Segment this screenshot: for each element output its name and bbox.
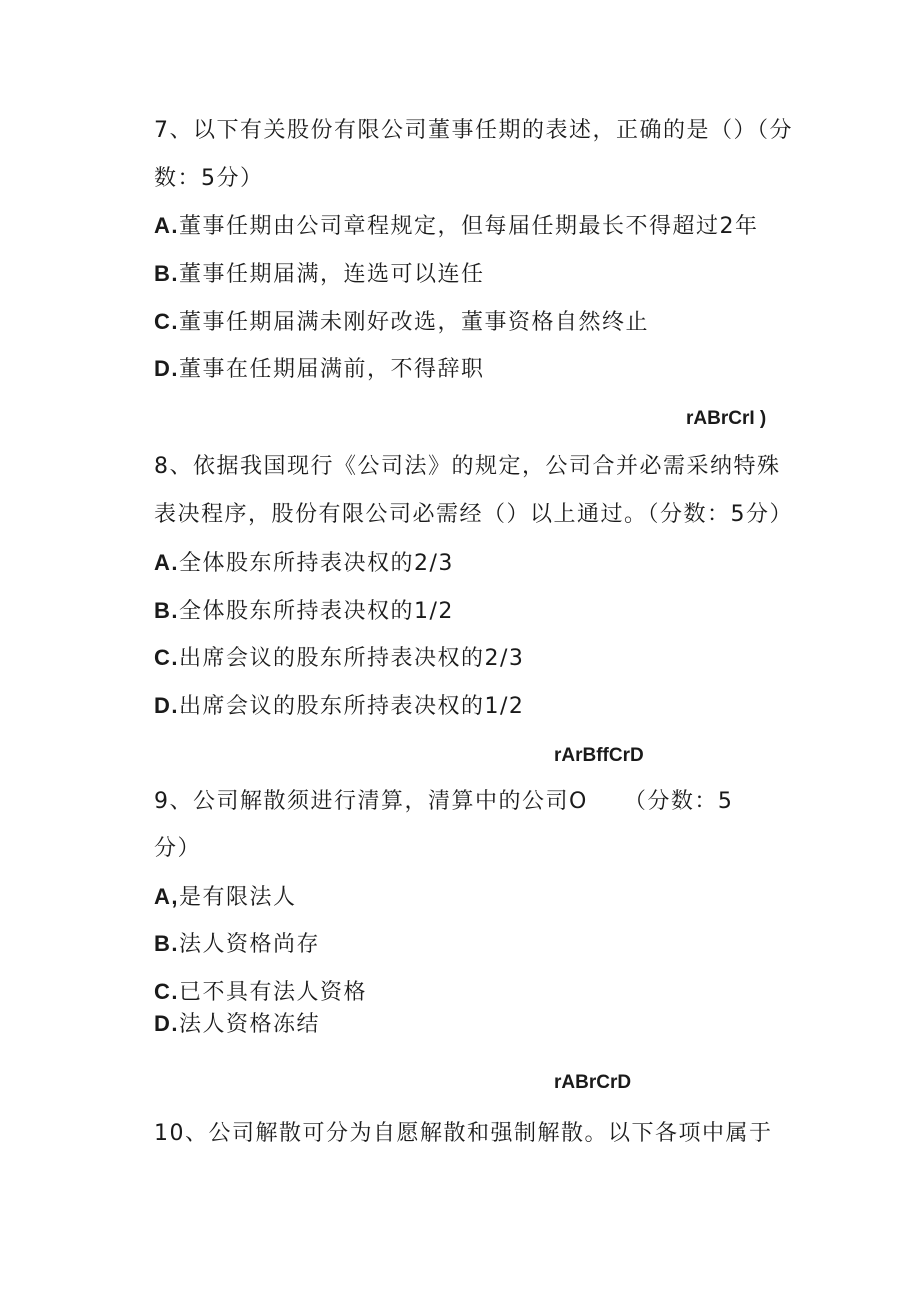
- question-9-option-a: [154, 882, 297, 913]
- question-8-option-a: [154, 548, 454, 579]
- question-7-option-a: [154, 211, 759, 242]
- option-text: 是有限法人: [179, 885, 297, 910]
- question-8-stem-line-1: 8、依据我国现行《公司法》的规定，公司合并必需采纳特殊: [154, 454, 781, 479]
- question-7-option-c: [154, 307, 649, 338]
- question-9-option-d: [154, 1009, 320, 1040]
- option-label: A.: [154, 213, 179, 238]
- question-9-stem-line-1: 9、公司解散须进行清算，清算中的公司O （分数：5: [154, 789, 734, 814]
- option-text: 全体股东所持表决权的1/2: [179, 599, 454, 624]
- option-text: 董事任期由公司章程规定，但每届任期最长不得超过2年: [179, 214, 759, 239]
- question-8-option-c: [154, 643, 524, 674]
- question-9-option-b: [154, 929, 320, 960]
- question-7-option-d: [154, 354, 485, 385]
- option-label: D.: [154, 1011, 179, 1036]
- option-label: C.: [154, 309, 179, 334]
- option-label: A.: [154, 550, 179, 575]
- option-text: 法人资格尚存: [179, 932, 321, 957]
- question-7-option-b: [154, 259, 485, 290]
- option-text: 已不具有法人资格: [179, 980, 368, 1005]
- option-text: 董事任期届满未刚好改选，董事资格自然终止: [179, 310, 650, 335]
- option-label: A,: [154, 884, 179, 909]
- question-8-option-d: [154, 691, 524, 722]
- option-label: C.: [154, 979, 179, 1004]
- option-text: 董事任期届满，连选可以连任: [179, 262, 485, 287]
- option-label: B.: [154, 598, 179, 623]
- option-label: D.: [154, 356, 179, 381]
- option-label: C.: [154, 645, 179, 670]
- question-9-stem-line-2: 分）: [154, 836, 202, 861]
- option-text: 法人资格冻结: [179, 1012, 321, 1037]
- question-7-answer-marks: rABrCrI ): [686, 408, 767, 429]
- option-text: 全体股东所持表决权的2/3: [179, 551, 454, 576]
- question-8-answer-marks: rArBffCrD: [554, 745, 644, 766]
- option-label: D.: [154, 693, 179, 718]
- option-text: 出席会议的股东所持表决权的1/2: [179, 694, 525, 719]
- question-8-option-b: [154, 596, 454, 627]
- question-8-stem-line-2: 表决程序，股份有限公司必需经（）以上通过。（分数：5分）: [154, 502, 793, 527]
- question-7-stem-line-2: 数：5分）: [154, 166, 264, 191]
- option-text: 董事在任期届满前，不得辞职: [179, 357, 485, 382]
- question-10-stem-line-1: 10、公司解散可分为自愿解散和强制解散。以下各项中属于: [154, 1121, 773, 1146]
- option-label: B.: [154, 261, 179, 286]
- option-text: 出席会议的股东所持表决权的2/3: [179, 646, 525, 671]
- question-9-option-c: [154, 977, 367, 1008]
- question-7-stem-line-1: 7、以下有关股份有限公司董事任期的表述，正确的是（）（分: [154, 118, 793, 143]
- option-label: B.: [154, 931, 179, 956]
- question-9-answer-marks: rABrCrD: [554, 1072, 632, 1093]
